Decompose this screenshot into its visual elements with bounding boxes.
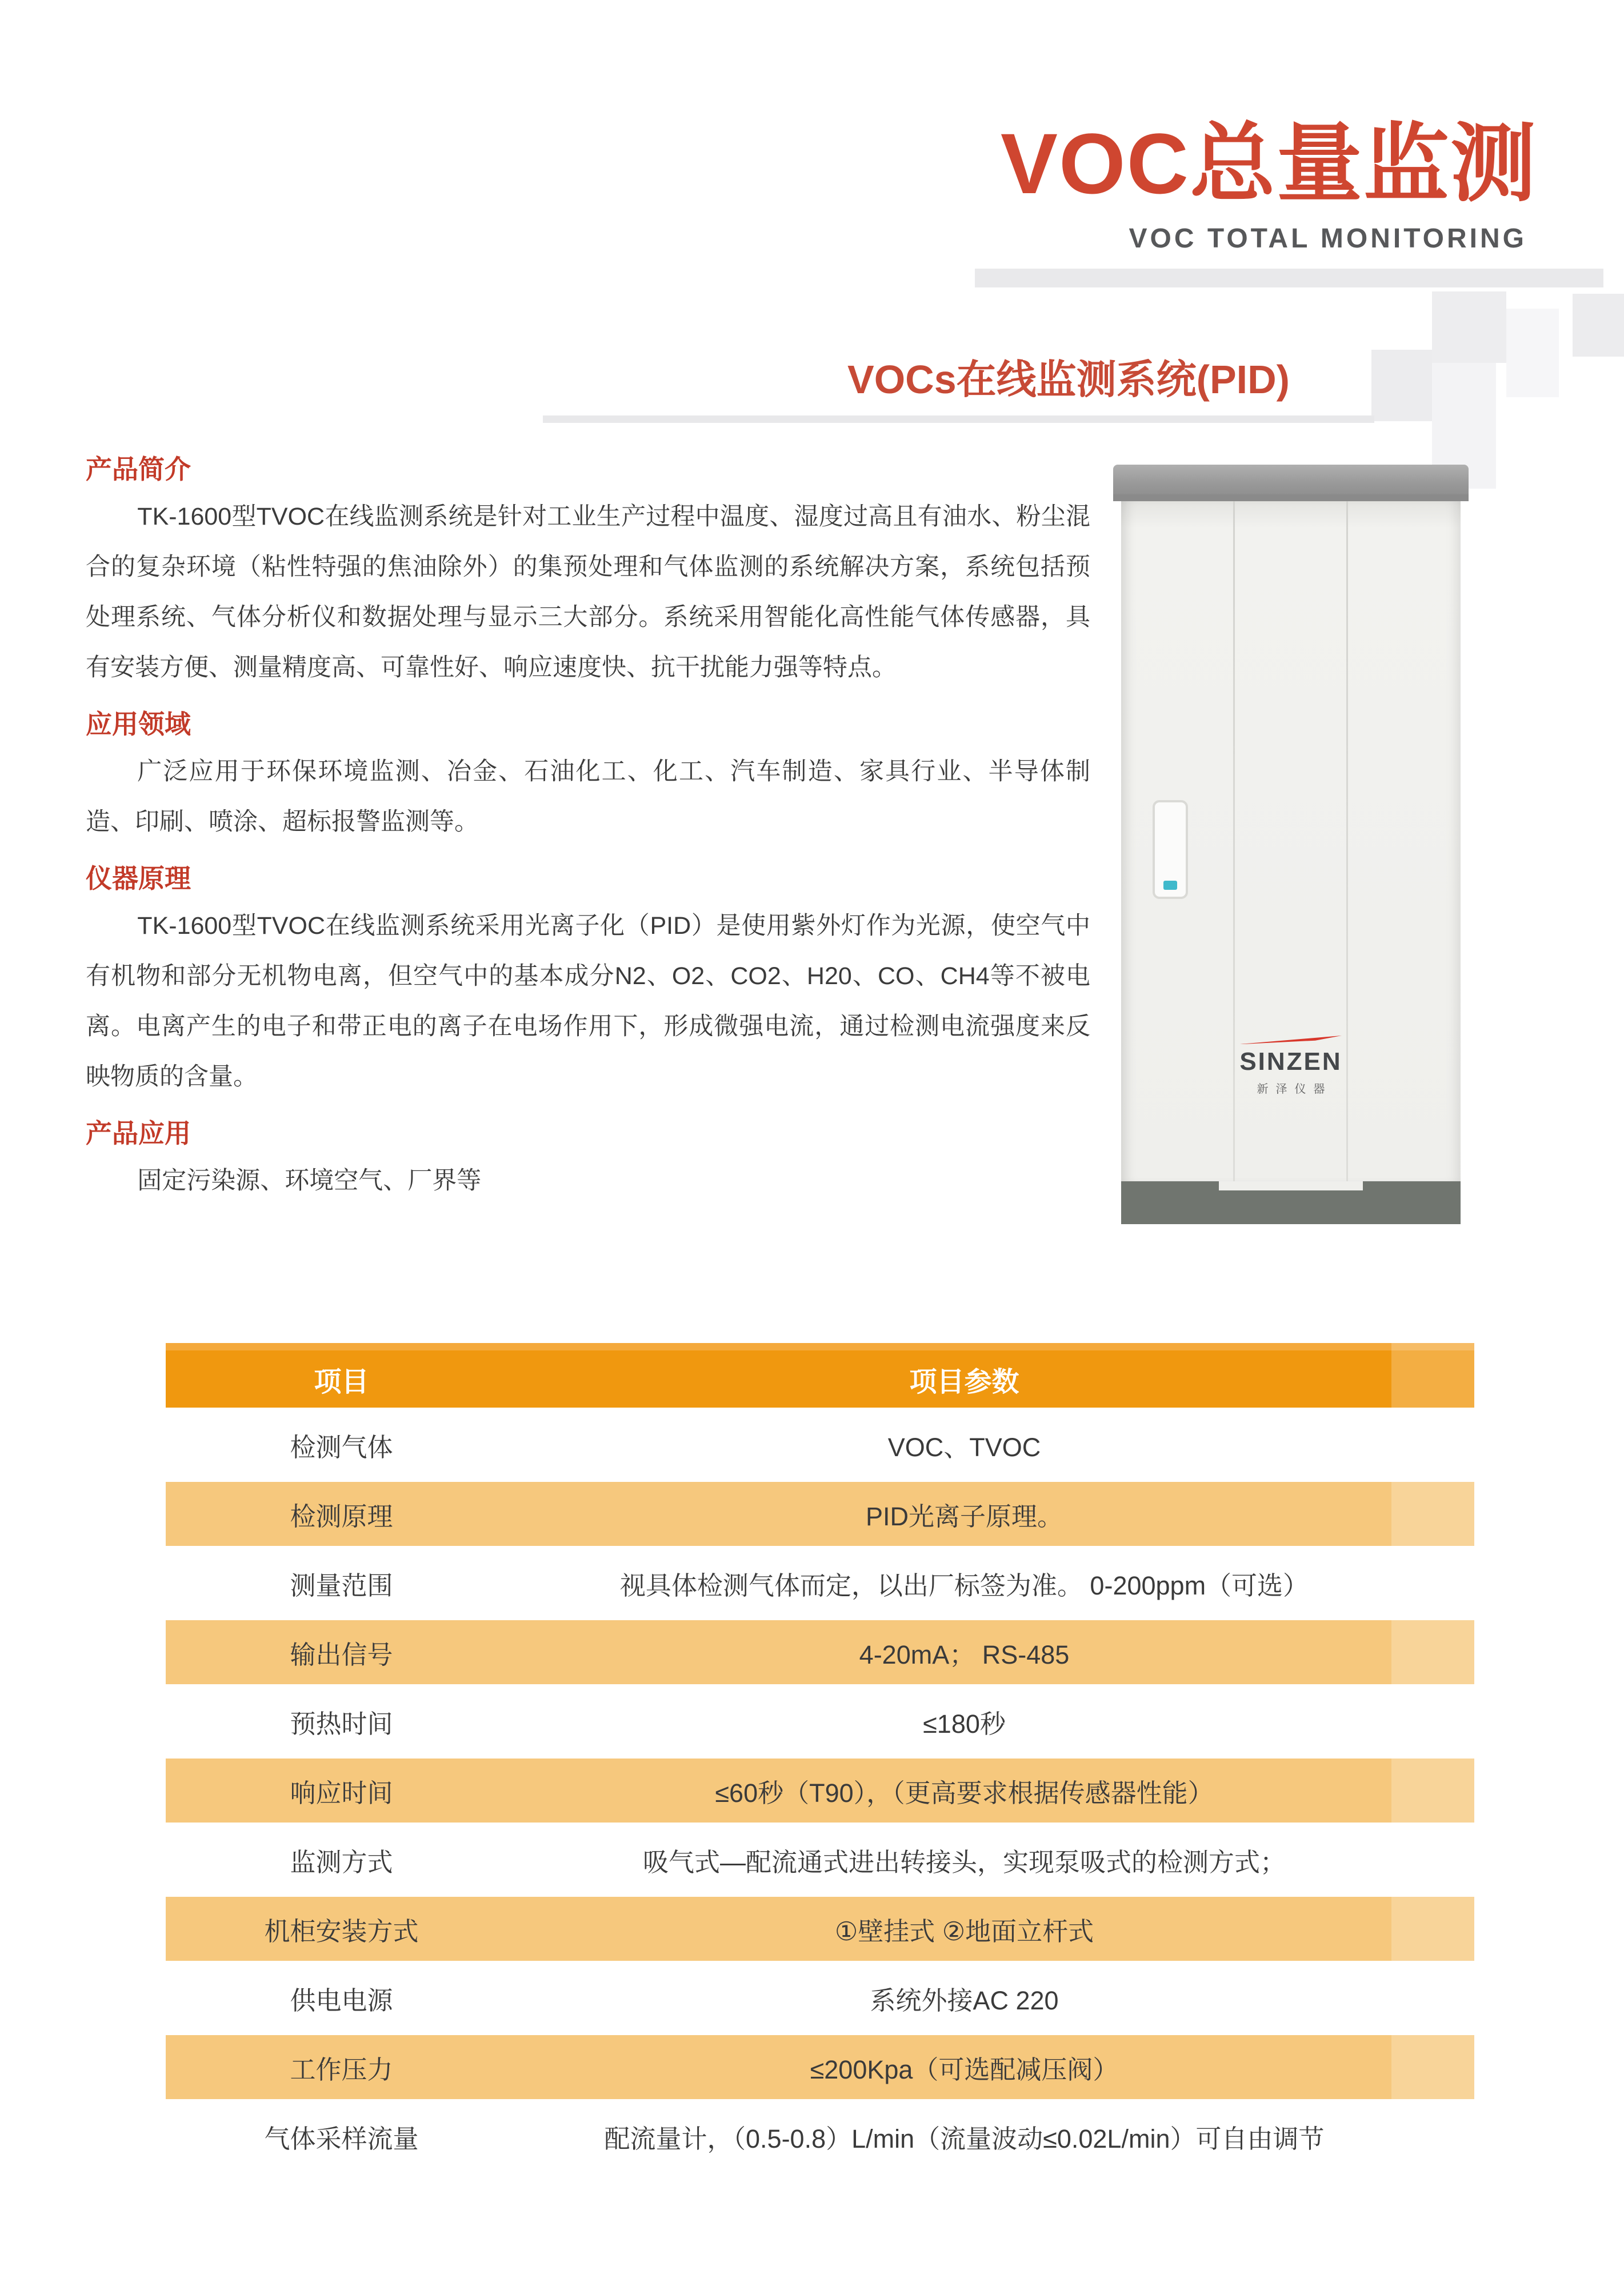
table-row (166, 1823, 1474, 1897)
table-row-value: 视具体检测气体而定，以出厂标签为准。 0-200ppm（可选） (619, 1570, 1309, 1600)
table-row-value: PID光离子原理。 (865, 1501, 1063, 1531)
table-row-label: 工作压力 (290, 2055, 393, 2084)
section-heading-product-use: 产品应用 (86, 1118, 191, 1148)
decor-square (1506, 309, 1559, 397)
table-row-label: 监测方式 (290, 1847, 393, 1877)
section-heading-applications: 应用领域 (86, 709, 191, 739)
table-row-value: 配流量计，（0.5-0.8）L/min（流量波动≤0.02L/min）可自由调节 (604, 2124, 1325, 2153)
section-body-product-use: 固定污染源、环境空气、厂界等 (137, 1167, 482, 1194)
decor-square (1573, 294, 1624, 357)
table-row (166, 2099, 1474, 2173)
cabinet-handle (1153, 800, 1188, 899)
table-row-value: 系统外接AC 220 (870, 1985, 1059, 2015)
spec-header-parameter: 项目参数 (909, 1366, 1019, 1397)
table-row (166, 2035, 1474, 2099)
table-row-value: ≤200Kpa（可选配减压阀） (810, 2055, 1119, 2084)
section-body-applications: 广泛应用于环保环境监测、冶金、石油化工、化工、汽车制造、家具行业、半导体制造、印刷、喷涂、超标报警监测等。 (86, 758, 1090, 836)
brand-caption: 新泽仪器 (1257, 1083, 1333, 1096)
cabinet-base-notch (1219, 1181, 1363, 1190)
table-row (166, 1961, 1474, 2035)
section-underline-bar (543, 415, 1374, 423)
decor-square (1432, 291, 1506, 363)
table-row-value: 4-20mA； RS-485 (859, 1640, 1070, 1669)
table-row (166, 1684, 1474, 1759)
table-row (166, 1759, 1474, 1823)
section-heading-product-intro: 产品简介 (86, 454, 191, 484)
table-row-value: VOC、TVOC (887, 1432, 1041, 1462)
table-row (166, 1482, 1474, 1546)
section-body-principle: TK-1600型TVOC在线监测系统采用光离子化（PID）是使用紫外灯作为光源，使空气中有机物和部分无机物电离，但空气中的基本成分N2、O2、CO2、H20、CO、CH4等不被电离。电离产生的电子和带正电的离子在电场作用下，形成微强电流，通过检测电流强度来反映物质的含量。 (86, 912, 1090, 1090)
spec-header-item: 项目 (314, 1366, 369, 1397)
page-title: VOC总量监测 (1000, 115, 1537, 211)
spec-table-header (166, 1343, 1474, 1408)
table-row-label: 响应时间 (290, 1778, 393, 1808)
table-row-label: 机柜安装方式 (264, 1916, 419, 1946)
table-row-label: 输出信号 (290, 1640, 393, 1669)
section-heading-principle: 仪器原理 (86, 864, 191, 893)
title-underline-bar (975, 269, 1603, 287)
brand-swoosh-icon (1240, 1036, 1342, 1044)
brand-name: SINZEN (1239, 1048, 1342, 1076)
table-row (166, 1897, 1474, 1961)
handle-indicator-dot (1163, 881, 1177, 890)
brand-logo (1222, 1036, 1359, 1096)
section-title: VOCs在线监测系统(PID) (847, 357, 1290, 402)
product-cabinet-image (1113, 465, 1469, 1224)
table-row-value: ≤180秒 (923, 1709, 1006, 1739)
table-row (166, 1546, 1474, 1620)
table-row-value: ①壁挂式 ②地面立杆式 (834, 1916, 1094, 1946)
spec-table-body (166, 1408, 1474, 2173)
cabinet-top-cap (1113, 465, 1469, 501)
table-row (166, 1408, 1474, 1482)
page-subtitle: VOC TOTAL MONITORING (1129, 223, 1527, 254)
table-row-label: 检测原理 (290, 1501, 393, 1531)
table-row-label: 测量范围 (290, 1570, 393, 1600)
table-row-label: 供电电源 (290, 1985, 393, 2015)
table-row (166, 1620, 1474, 1684)
table-row-value: ≤60秒（T90），（更高要求根据传感器性能） (715, 1778, 1214, 1808)
section-body-product-intro: TK-1600型TVOC在线监测系统是针对工业生产过程中温度、湿度过高且有油水、粉尘混合的复杂环境（粘性特强的焦油除外）的集预处理和气体监测的系统解决方案，系统包括预处理系统、气体分析仪和数据处理与显示三大部分。系统采用智能化高性能气体传感器，具有安装方便、测量精度高、可靠性好、响应速度快、抗干扰能力强等特点。 (86, 503, 1090, 681)
table-row-label: 预热时间 (290, 1709, 393, 1739)
table-row-value: 吸气式—配流通式进出转接头，实现泵吸式的检测方式； (642, 1847, 1286, 1877)
spec-table (166, 1343, 1474, 2173)
content-column (86, 453, 1090, 1221)
table-row-label: 气体采样流量 (264, 2124, 419, 2153)
table-row-label: 检测气体 (290, 1432, 393, 1462)
cabinet-body (1121, 501, 1461, 1181)
